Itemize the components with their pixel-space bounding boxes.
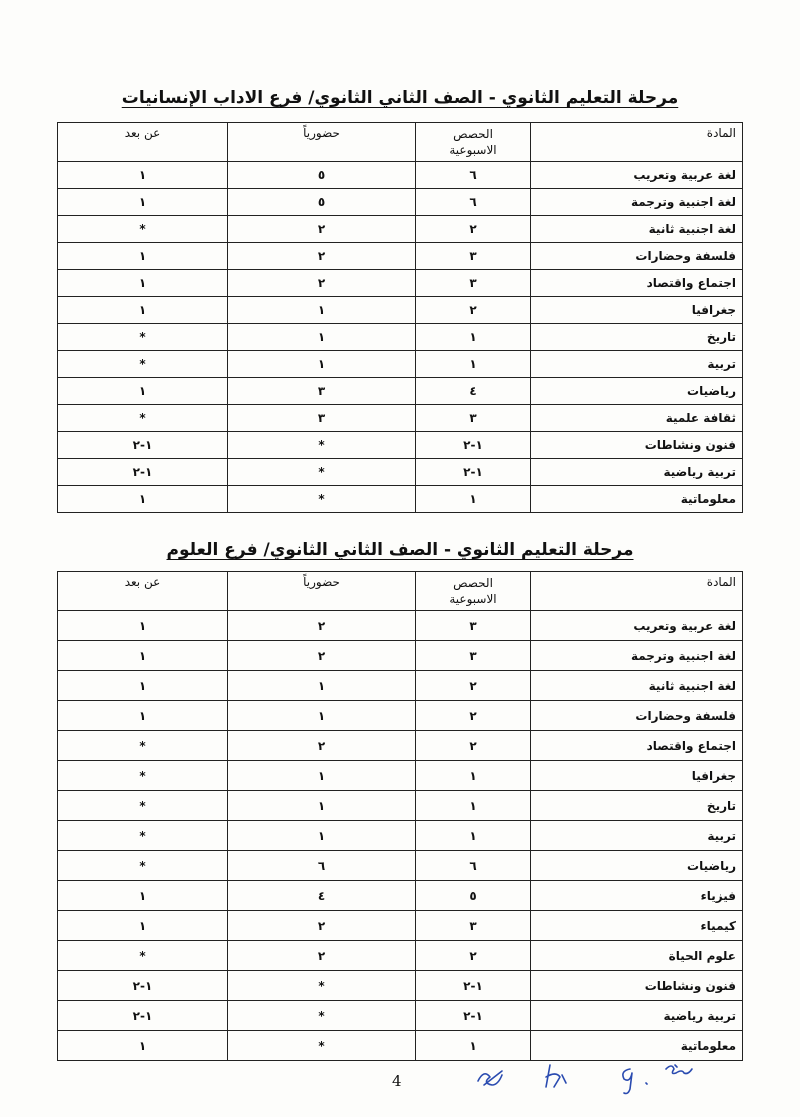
cell-in-person: ٥ — [228, 162, 416, 189]
cell-weekly-sessions: ٣ — [416, 270, 531, 297]
header-remote: عن بعد — [58, 572, 228, 611]
page-number: 4 — [392, 1072, 402, 1090]
handwritten-signatures — [470, 1055, 720, 1095]
cell-weekly-sessions: ٢ — [416, 216, 531, 243]
cell-in-person: ٣ — [228, 378, 416, 405]
cell-weekly-sessions: ١ — [416, 791, 531, 821]
header-subject: المادة — [531, 572, 743, 611]
cell-remote: ١ — [58, 671, 228, 701]
cell-in-person: ٣ — [228, 405, 416, 432]
table-row — [58, 701, 743, 731]
cell-subject: رياضيات — [531, 851, 743, 881]
cell-weekly-sessions: ١-٢ — [416, 432, 531, 459]
cell-subject: علوم الحياة — [531, 941, 743, 971]
cell-weekly-sessions: ١-٢ — [416, 971, 531, 1001]
cell-remote: ١ — [58, 297, 228, 324]
cell-remote: * — [58, 791, 228, 821]
cell-weekly-sessions: ٦ — [416, 189, 531, 216]
cell-remote: * — [58, 405, 228, 432]
cell-in-person: ٢ — [228, 216, 416, 243]
table-row — [58, 761, 743, 791]
cell-remote: ١ — [58, 270, 228, 297]
cell-weekly-sessions: ٥ — [416, 881, 531, 911]
cell-remote: ١-٢ — [58, 432, 228, 459]
cell-subject: فنون ونشاطات — [531, 432, 743, 459]
cell-weekly-sessions: ٣ — [416, 911, 531, 941]
table-row — [58, 941, 743, 971]
table-row — [58, 641, 743, 671]
cell-subject: لغة اجنبية وترجمة — [531, 641, 743, 671]
cell-remote: ١ — [58, 189, 228, 216]
section-title-humanities: مرحلة التعليم الثانوي - الصف الثاني الثانوي/ فرع الاداب الإنسانيات — [121, 88, 679, 108]
section-title-sciences: مرحلة التعليم الثانوي - الصف الثاني الثانوي/ فرع العلوم — [166, 540, 634, 560]
table-row — [58, 486, 743, 513]
table-header-row — [58, 572, 743, 611]
cell-in-person: ١ — [228, 297, 416, 324]
cell-in-person: ٢ — [228, 243, 416, 270]
table-row — [58, 405, 743, 432]
header-remote: عن بعد — [58, 123, 228, 162]
cell-in-person: ٥ — [228, 189, 416, 216]
cell-remote: * — [58, 731, 228, 761]
schedule-table-sciences — [57, 571, 743, 1061]
cell-subject: لغة اجنبية ثانية — [531, 216, 743, 243]
cell-remote: ١ — [58, 162, 228, 189]
table-row — [58, 324, 743, 351]
cell-remote: * — [58, 761, 228, 791]
header-in-person: حضورياً — [228, 123, 416, 162]
cell-remote: ١-٢ — [58, 1001, 228, 1031]
table-row — [58, 243, 743, 270]
cell-weekly-sessions: ١ — [416, 324, 531, 351]
table-row — [58, 851, 743, 881]
cell-weekly-sessions: ١ — [416, 821, 531, 851]
cell-in-person: * — [228, 459, 416, 486]
cell-weekly-sessions: ١ — [416, 1031, 531, 1061]
cell-in-person: ٢ — [228, 611, 416, 641]
cell-in-person: * — [228, 1031, 416, 1061]
cell-subject: اجتماع واقتصاد — [531, 270, 743, 297]
cell-remote: * — [58, 351, 228, 378]
cell-remote: ١ — [58, 881, 228, 911]
cell-subject: ثقافة علمية — [531, 405, 743, 432]
cell-in-person: ١ — [228, 791, 416, 821]
cell-weekly-sessions: ٣ — [416, 641, 531, 671]
cell-subject: لغة اجنبية وترجمة — [531, 189, 743, 216]
table-row — [58, 791, 743, 821]
cell-subject: اجتماع واقتصاد — [531, 731, 743, 761]
cell-subject: جغرافيا — [531, 761, 743, 791]
cell-remote: ١ — [58, 378, 228, 405]
table-row — [58, 378, 743, 405]
cell-in-person: * — [228, 432, 416, 459]
cell-in-person: ٢ — [228, 641, 416, 671]
cell-weekly-sessions: ٢ — [416, 701, 531, 731]
cell-subject: كيمياء — [531, 911, 743, 941]
table-row — [58, 432, 743, 459]
cell-weekly-sessions: ٣ — [416, 405, 531, 432]
cell-in-person: ١ — [228, 761, 416, 791]
table-row — [58, 216, 743, 243]
cell-subject: معلوماتية — [531, 1031, 743, 1061]
header-subject: المادة — [531, 123, 743, 162]
cell-in-person: ١ — [228, 351, 416, 378]
cell-in-person: ١ — [228, 821, 416, 851]
cell-weekly-sessions: ٢ — [416, 941, 531, 971]
cell-in-person: ٢ — [228, 270, 416, 297]
cell-weekly-sessions: ٤ — [416, 378, 531, 405]
cell-subject: جغرافيا — [531, 297, 743, 324]
cell-remote: ١ — [58, 611, 228, 641]
cell-weekly-sessions: ١-٢ — [416, 1001, 531, 1031]
cell-weekly-sessions: ١ — [416, 761, 531, 791]
cell-remote: ١ — [58, 486, 228, 513]
cell-subject: لغة عربية وتعريب — [531, 162, 743, 189]
schedule-table-humanities — [57, 122, 743, 513]
cell-subject: تربية — [531, 821, 743, 851]
table-row — [58, 911, 743, 941]
cell-in-person: ٢ — [228, 911, 416, 941]
cell-in-person: ١ — [228, 671, 416, 701]
cell-subject: معلوماتية — [531, 486, 743, 513]
cell-remote: * — [58, 851, 228, 881]
table-row — [58, 297, 743, 324]
cell-remote: * — [58, 821, 228, 851]
cell-subject: رياضيات — [531, 378, 743, 405]
cell-in-person: ١ — [228, 324, 416, 351]
table-row — [58, 611, 743, 641]
cell-in-person: ٢ — [228, 731, 416, 761]
cell-subject: فيزياء — [531, 881, 743, 911]
table-row — [58, 162, 743, 189]
cell-weekly-sessions: ٢ — [416, 731, 531, 761]
header-weekly-sessions: الحصص الاسبوعية — [416, 572, 531, 611]
cell-in-person: ٤ — [228, 881, 416, 911]
cell-in-person: * — [228, 486, 416, 513]
cell-in-person: ٢ — [228, 941, 416, 971]
cell-weekly-sessions: ١-٢ — [416, 459, 531, 486]
cell-weekly-sessions: ٢ — [416, 671, 531, 701]
cell-subject: تربية — [531, 351, 743, 378]
cell-in-person: ١ — [228, 701, 416, 731]
cell-in-person: * — [228, 971, 416, 1001]
cell-weekly-sessions: ٦ — [416, 162, 531, 189]
table-row — [58, 821, 743, 851]
cell-remote: * — [58, 941, 228, 971]
cell-subject: لغة عربية وتعريب — [531, 611, 743, 641]
cell-subject: لغة اجنبية ثانية — [531, 671, 743, 701]
table-row — [58, 881, 743, 911]
cell-weekly-sessions: ٢ — [416, 297, 531, 324]
cell-remote: ١ — [58, 911, 228, 941]
cell-remote: ١-٢ — [58, 459, 228, 486]
table-row — [58, 189, 743, 216]
cell-in-person: * — [228, 1001, 416, 1031]
cell-weekly-sessions: ٦ — [416, 851, 531, 881]
table-row — [58, 459, 743, 486]
cell-weekly-sessions: ١ — [416, 351, 531, 378]
table-header-row — [58, 123, 743, 162]
header-in-person: حضورياً — [228, 572, 416, 611]
cell-subject: تاريخ — [531, 324, 743, 351]
cell-remote: ١-٢ — [58, 971, 228, 1001]
table-row — [58, 731, 743, 761]
cell-weekly-sessions: ٣ — [416, 611, 531, 641]
cell-remote: ١ — [58, 641, 228, 671]
cell-remote: ١ — [58, 1031, 228, 1061]
cell-remote: ١ — [58, 243, 228, 270]
table-row — [58, 971, 743, 1001]
table-row — [58, 671, 743, 701]
cell-subject: فنون ونشاطات — [531, 971, 743, 1001]
cell-remote: * — [58, 216, 228, 243]
cell-weekly-sessions: ٣ — [416, 243, 531, 270]
cell-subject: تاريخ — [531, 791, 743, 821]
header-weekly-sessions: الحصص الاسبوعية — [416, 123, 531, 162]
table-row — [58, 351, 743, 378]
cell-remote: * — [58, 324, 228, 351]
cell-subject: تربية رياضية — [531, 459, 743, 486]
cell-subject: فلسفة وحضارات — [531, 701, 743, 731]
table-row — [58, 1001, 743, 1031]
cell-subject: تربية رياضية — [531, 1001, 743, 1031]
cell-in-person: ٦ — [228, 851, 416, 881]
table-row — [58, 270, 743, 297]
cell-remote: ١ — [58, 701, 228, 731]
cell-weekly-sessions: ١ — [416, 486, 531, 513]
cell-subject: فلسفة وحضارات — [531, 243, 743, 270]
